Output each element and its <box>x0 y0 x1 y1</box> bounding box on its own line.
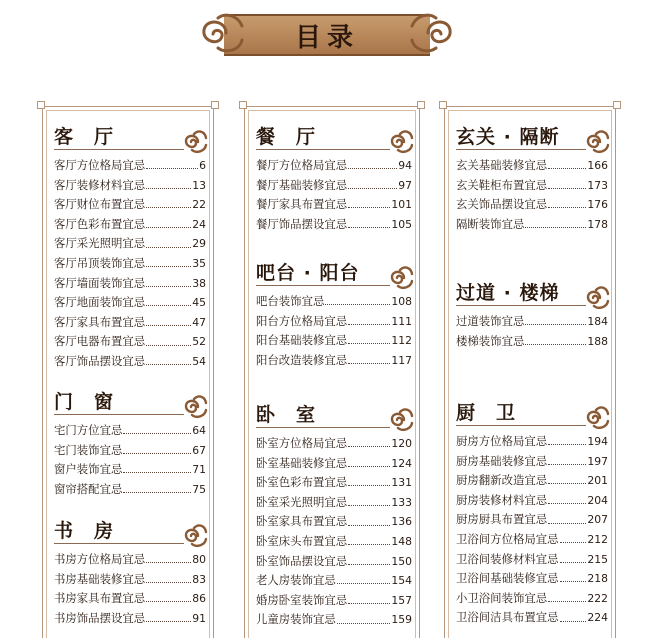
entry-title: 宅门方位宜忌 <box>54 423 123 437</box>
dot-leader <box>548 207 586 208</box>
page-number: 35 <box>192 256 206 270</box>
toc-entry[interactable] <box>456 452 608 472</box>
page-number: 166 <box>587 159 608 172</box>
page-number: 67 <box>192 443 206 457</box>
section-divider <box>54 543 184 545</box>
dot-leader <box>146 562 191 563</box>
page-number: 176 <box>587 198 608 212</box>
scroll-ornament-icon <box>386 128 414 154</box>
dot-leader <box>348 446 390 447</box>
entry-title: 吧台装饰宜忌 <box>256 294 325 308</box>
dot-leader <box>348 343 390 344</box>
section-divider <box>456 305 586 307</box>
entry-title: 卫浴间方位格局宜忌 <box>456 531 559 546</box>
entry-title: 客厅装修材料宜忌 <box>54 177 146 192</box>
frame-corner <box>613 101 621 109</box>
page-number: 212 <box>587 532 608 546</box>
toc-entry[interactable] <box>456 312 608 332</box>
entry-title: 卧室基础装修宜忌 <box>256 455 348 470</box>
entry-title: 书房饰品摆设宜忌 <box>54 610 146 625</box>
page-number: 224 <box>587 611 608 625</box>
toc-entry[interactable] <box>54 215 206 235</box>
entry-title: 楼梯装饰宜忌 <box>456 333 525 348</box>
entry-title: 过道装饰宜忌 <box>456 314 525 328</box>
page-number: 136 <box>391 515 412 529</box>
entry-list <box>456 312 608 351</box>
dot-leader <box>325 304 390 305</box>
dot-leader <box>548 464 586 465</box>
dot-leader <box>348 603 390 604</box>
dot-leader <box>146 286 191 287</box>
page-number: 94 <box>398 159 412 172</box>
entry-title: 书房家具布置宜忌 <box>54 591 146 606</box>
scroll-ornament-icon <box>386 264 414 290</box>
dot-leader <box>548 523 586 524</box>
dot-leader <box>525 324 586 325</box>
frame-corner <box>417 101 425 109</box>
entry-title: 卧室家具布置宜忌 <box>256 514 348 529</box>
page-number: 157 <box>391 593 412 607</box>
page-number: 52 <box>192 335 206 349</box>
toc-entry[interactable] <box>54 195 206 215</box>
dot-leader <box>348 207 390 208</box>
page-number: 178 <box>587 217 608 231</box>
entry-title: 卧室色彩布置宜忌 <box>256 475 348 490</box>
dot-leader <box>348 324 390 325</box>
section-divider <box>54 149 184 151</box>
toc-entry[interactable] <box>256 434 412 454</box>
page-number: 111 <box>391 314 412 328</box>
toc-section <box>256 398 412 630</box>
dot-leader <box>146 168 198 169</box>
dot-leader <box>146 305 191 306</box>
entry-list <box>256 156 412 234</box>
scroll-ornament-icon <box>180 393 208 419</box>
toc-entry[interactable] <box>456 215 608 235</box>
page-number: 117 <box>391 353 412 367</box>
page-number: 112 <box>391 334 412 348</box>
page-number: 154 <box>391 574 412 588</box>
page-number: 91 <box>192 611 206 625</box>
dot-leader <box>146 582 191 583</box>
dot-leader <box>348 168 397 169</box>
toc-entry[interactable] <box>256 215 412 235</box>
toc-entry[interactable] <box>54 176 206 196</box>
toc-entry[interactable] <box>54 609 206 629</box>
entry-title: 餐厅基础装修宜忌 <box>256 177 348 192</box>
entry-list <box>456 432 608 628</box>
page-number: 159 <box>391 613 412 627</box>
toc-column-3 <box>444 106 616 638</box>
page-number: 29 <box>192 237 206 251</box>
entry-title: 卧室饰品摆设宜忌 <box>256 553 348 568</box>
toc-entry[interactable] <box>54 313 206 333</box>
toc-entry[interactable] <box>456 550 608 570</box>
entry-title: 客厅地面装饰宜忌 <box>54 295 146 310</box>
page-number: 131 <box>391 476 412 490</box>
toc-entry[interactable] <box>256 292 412 312</box>
section-title: 门 窗 <box>54 391 115 413</box>
dot-leader <box>348 485 390 486</box>
toc-entry[interactable] <box>256 512 412 532</box>
dot-leader <box>548 444 586 445</box>
section-title: 客 厅 <box>54 126 115 148</box>
section-title: 吧台 · 阳台 <box>256 262 360 284</box>
page-number: 197 <box>587 454 608 468</box>
dot-leader <box>146 325 191 326</box>
dot-leader <box>548 483 586 484</box>
entry-title: 厨房翻新改造宜忌 <box>456 473 548 488</box>
section-divider <box>256 285 390 287</box>
entry-title: 阳台方位格局宜忌 <box>256 313 348 328</box>
entry-title: 窗帘搭配宜忌 <box>54 481 123 496</box>
toc-column-1 <box>42 106 214 638</box>
entry-title: 阳台改造装修宜忌 <box>256 352 348 367</box>
toc-section <box>456 120 608 234</box>
toc-entry[interactable] <box>456 491 608 511</box>
page-number: 105 <box>391 217 412 231</box>
dot-leader <box>146 266 191 267</box>
entry-title: 卧室采光照明宜忌 <box>256 494 348 509</box>
entry-title: 阳台基础装修宜忌 <box>256 333 348 348</box>
entry-title: 厨房方位格局宜忌 <box>456 434 548 448</box>
entry-title: 客厅色彩布置宜忌 <box>54 216 146 231</box>
dot-leader <box>525 344 586 345</box>
entry-title: 卫浴间基础装修宜忌 <box>456 571 559 586</box>
page-number: 218 <box>587 572 608 586</box>
page-number: 86 <box>192 592 206 606</box>
toc-entry[interactable] <box>54 550 206 570</box>
entry-title: 卫浴间洁具布置宜忌 <box>456 610 559 625</box>
toc-section <box>256 256 412 370</box>
toc-entry[interactable] <box>256 493 412 513</box>
page-number: 108 <box>391 295 412 308</box>
entry-title: 玄关基础装修宜忌 <box>456 158 548 172</box>
entry-title: 厨房厨具布置宜忌 <box>456 512 548 527</box>
page-number: 45 <box>192 296 206 310</box>
entry-title: 厨房装修材料宜忌 <box>456 492 548 507</box>
page-number: 47 <box>192 315 206 329</box>
section-header <box>456 276 608 306</box>
section-title: 卧 室 <box>256 404 317 426</box>
scroll-ornament-icon <box>180 128 208 154</box>
dot-leader <box>348 505 390 506</box>
entry-title: 儿童房装饰宜忌 <box>256 612 336 627</box>
dot-leader <box>123 433 191 434</box>
section-divider <box>256 149 390 151</box>
scroll-ornament-icon <box>386 406 414 432</box>
toc-entry[interactable] <box>456 569 608 589</box>
toc-entry[interactable] <box>456 530 608 550</box>
toc-entry[interactable] <box>256 571 412 591</box>
section-header <box>54 514 206 544</box>
toc-entry[interactable] <box>54 441 206 461</box>
page-number: 22 <box>192 198 206 212</box>
entry-title: 卧室方位格局宜忌 <box>256 436 348 450</box>
entry-list <box>54 421 206 499</box>
entry-title: 小卫浴间装饰宜忌 <box>456 590 548 605</box>
page-number: 207 <box>587 513 608 527</box>
toc-entry[interactable] <box>54 589 206 609</box>
toc-entry[interactable] <box>256 176 412 196</box>
page-number: 215 <box>587 552 608 566</box>
page-number: 6 <box>199 159 206 172</box>
dot-leader <box>146 621 191 622</box>
toc-entry[interactable] <box>54 460 206 480</box>
section-header <box>456 120 608 150</box>
dot-leader <box>348 564 390 565</box>
frame-corner <box>439 101 447 109</box>
toc-entry[interactable] <box>54 293 206 313</box>
toc-entry[interactable] <box>54 254 206 274</box>
entry-title: 客厅吊顶装饰宜忌 <box>54 255 146 270</box>
toc-entry[interactable] <box>256 156 412 176</box>
entry-title: 厨房基础装修宜忌 <box>456 453 548 468</box>
section-title: 书 房 <box>54 520 115 542</box>
page-number: 80 <box>192 553 206 566</box>
toc-entry[interactable] <box>456 332 608 352</box>
toc-entry[interactable] <box>54 274 206 294</box>
entry-title: 书房基础装修宜忌 <box>54 571 146 586</box>
page-number: 222 <box>587 591 608 605</box>
frame-corner <box>211 101 219 109</box>
entry-title: 餐厅家具布置宜忌 <box>256 197 348 212</box>
toc-entry[interactable] <box>256 552 412 572</box>
page-number: 201 <box>587 474 608 488</box>
toc-entry[interactable] <box>256 351 412 371</box>
toc-entry[interactable] <box>54 234 206 254</box>
page-number: 97 <box>398 178 412 192</box>
entry-list <box>54 156 206 372</box>
section-divider <box>256 427 390 429</box>
entry-title: 玄关饰品摆设宜忌 <box>456 197 548 212</box>
toc-section <box>456 276 608 351</box>
frame-corner <box>37 101 45 109</box>
page-number: 83 <box>192 572 206 586</box>
entry-title: 书房方位格局宜忌 <box>54 552 146 566</box>
section-title: 过道 · 楼梯 <box>456 282 560 304</box>
dot-leader <box>548 168 586 169</box>
toc-entry[interactable] <box>256 312 412 332</box>
entry-title: 宅门装饰宜忌 <box>54 442 123 457</box>
dot-leader <box>548 188 586 189</box>
dot-leader <box>146 188 191 189</box>
toc-entry[interactable] <box>456 176 608 196</box>
toc-entry[interactable] <box>256 532 412 552</box>
toc-entry[interactable] <box>456 195 608 215</box>
toc-entry[interactable] <box>256 591 412 611</box>
toc-entry[interactable] <box>456 471 608 491</box>
title-banner <box>196 6 458 60</box>
dot-leader <box>548 601 586 602</box>
toc-section <box>54 120 206 372</box>
dot-leader <box>525 227 586 228</box>
frame-corner <box>239 101 247 109</box>
dot-leader <box>560 542 587 543</box>
section-divider <box>456 425 586 427</box>
dot-leader <box>146 345 191 346</box>
dot-leader <box>348 466 390 467</box>
entry-title: 餐厅饰品摆设宜忌 <box>256 216 348 231</box>
section-header <box>256 120 412 150</box>
scroll-ornament-icon <box>582 128 610 154</box>
section-title: 玄关 · 隔断 <box>456 126 560 148</box>
section-title: 餐 厅 <box>256 126 317 148</box>
toc-entry[interactable] <box>456 589 608 609</box>
section-header <box>54 120 206 150</box>
entry-title: 客厅饰品摆设宜忌 <box>54 353 146 368</box>
page-number: 204 <box>587 493 608 507</box>
section-header <box>456 396 608 426</box>
entry-title: 卫浴间装修材料宜忌 <box>456 551 559 566</box>
toc-section <box>456 396 608 628</box>
entry-title: 客厅电器布置宜忌 <box>54 334 146 349</box>
page-number: 194 <box>587 435 608 448</box>
dot-leader <box>146 601 191 602</box>
page-number: 13 <box>192 178 206 192</box>
entry-list <box>54 550 206 628</box>
entry-title: 窗户装饰宜忌 <box>54 462 123 477</box>
page-number: 188 <box>587 334 608 348</box>
dot-leader <box>348 525 390 526</box>
entry-list <box>256 434 412 630</box>
dot-leader <box>337 623 391 624</box>
dot-leader <box>123 492 191 493</box>
entry-list <box>256 292 412 370</box>
toc-entry[interactable] <box>456 156 608 176</box>
page-number: 101 <box>391 198 412 212</box>
page-number: 64 <box>192 424 206 437</box>
toc-entry[interactable] <box>54 352 206 372</box>
entry-title: 客厅财位布置宜忌 <box>54 197 146 212</box>
scroll-ornament-icon <box>582 404 610 430</box>
dot-leader <box>146 207 191 208</box>
entry-title: 婚房卧室装饰宜忌 <box>256 592 348 607</box>
toc-entry[interactable] <box>256 331 412 351</box>
toc-column-2 <box>244 106 420 638</box>
section-title: 厨 卫 <box>456 402 517 424</box>
page-number: 184 <box>587 315 608 328</box>
entry-title: 老人房装饰宜忌 <box>256 573 336 588</box>
page-title: 目录 <box>294 23 359 53</box>
page-number: 24 <box>192 217 206 231</box>
toc-entry[interactable] <box>256 454 412 474</box>
scroll-ornament-icon <box>180 522 208 548</box>
page-number: 150 <box>391 554 412 568</box>
section-divider <box>54 414 184 416</box>
page-number: 38 <box>192 276 206 290</box>
dot-leader <box>146 227 191 228</box>
entry-list <box>456 156 608 234</box>
dot-leader <box>348 188 397 189</box>
page-number: 54 <box>192 354 206 368</box>
page-number: 173 <box>587 178 608 192</box>
toc-entry[interactable] <box>54 421 206 441</box>
dot-leader <box>337 583 391 584</box>
entry-title: 隔断装饰宜忌 <box>456 216 525 231</box>
dot-leader <box>348 227 390 228</box>
toc-section <box>54 514 206 628</box>
section-header <box>256 398 412 428</box>
toc-entry[interactable] <box>256 195 412 215</box>
dot-leader <box>123 472 191 473</box>
toc-entry[interactable] <box>456 510 608 530</box>
dot-leader <box>146 364 191 365</box>
entry-title: 卧室床头布置宜忌 <box>256 533 348 548</box>
toc-entry[interactable] <box>54 156 206 176</box>
entry-title: 玄关鞋柜布置宜忌 <box>456 177 548 192</box>
entry-title: 客厅家具布置宜忌 <box>54 314 146 329</box>
page-number: 75 <box>192 482 206 496</box>
toc-entry[interactable] <box>456 432 608 452</box>
entry-title: 客厅墙面装饰宜忌 <box>54 275 146 290</box>
entry-title: 客厅采光照明宜忌 <box>54 236 146 251</box>
dot-leader <box>348 544 390 545</box>
page-number: 148 <box>391 534 412 548</box>
section-header <box>256 256 412 286</box>
dot-leader <box>123 453 191 454</box>
toc-entry[interactable] <box>256 473 412 493</box>
toc-entry[interactable] <box>54 480 206 500</box>
page-number: 124 <box>391 456 412 470</box>
toc-entry[interactable] <box>54 332 206 352</box>
toc-section <box>256 120 412 234</box>
section-header <box>54 385 206 415</box>
toc-section <box>54 385 206 499</box>
dot-leader <box>348 363 390 364</box>
entry-title: 客厅方位格局宜忌 <box>54 158 146 172</box>
toc-entry[interactable] <box>256 610 412 630</box>
toc-entry[interactable] <box>54 570 206 590</box>
dot-leader <box>560 581 587 582</box>
toc-entry[interactable] <box>456 608 608 628</box>
page-number: 71 <box>192 463 206 477</box>
section-divider <box>456 149 586 151</box>
dot-leader <box>146 247 191 248</box>
dot-leader <box>548 503 586 504</box>
dot-leader <box>560 562 587 563</box>
page-number: 120 <box>391 437 412 450</box>
page-number: 133 <box>391 495 412 509</box>
dot-leader <box>560 621 587 622</box>
entry-title: 餐厅方位格局宜忌 <box>256 158 348 172</box>
scroll-ornament-icon <box>582 284 610 310</box>
